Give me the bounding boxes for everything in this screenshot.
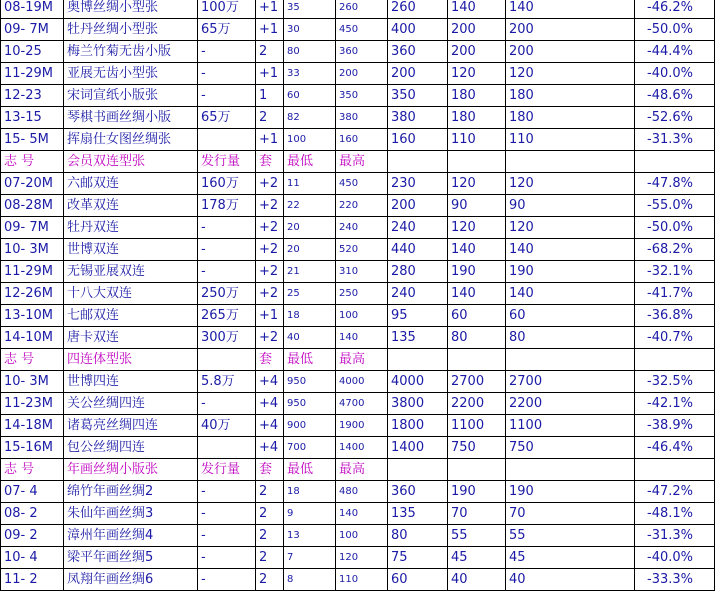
price-a-cell: 400 (388, 19, 448, 41)
set-count-cell: +1 (256, 0, 284, 19)
change-percent-cell: -46.4% (635, 437, 715, 459)
stamp-code-cell: 10-25 (1, 41, 64, 63)
issue-volume-cell: 250万 (198, 283, 256, 305)
issue-volume-cell: - (198, 393, 256, 415)
stamp-code-cell: 08-28M (1, 195, 64, 217)
change-percent-cell: -50.0% (635, 19, 715, 41)
change-percent-cell: -38.9% (635, 415, 715, 437)
header-cell: 最低 (284, 459, 336, 481)
high-price-cell: 200 (336, 63, 388, 85)
stamp-name-cell: 琴棋书画丝绸小版 (64, 107, 198, 129)
header-cell: 发行量 (198, 151, 256, 173)
issue-volume-cell: 100万 (198, 0, 256, 19)
price-a-cell: 4000 (388, 371, 448, 393)
table-row (1, 63, 715, 85)
high-price-cell: 220 (336, 195, 388, 217)
price-b-cell: 2200 (448, 393, 506, 415)
set-count-cell: +2 (256, 217, 284, 239)
stamp-code-cell: 10- 3M (1, 371, 64, 393)
stamp-code-cell: 11-23M (1, 393, 64, 415)
change-percent-cell: -32.5% (635, 371, 715, 393)
issue-volume-cell: 265万 (198, 305, 256, 327)
low-price-cell: 100 (284, 129, 336, 151)
price-a-cell: 260 (388, 0, 448, 19)
high-price-cell: 160 (336, 129, 388, 151)
header-cell (635, 349, 715, 371)
price-c-cell: 55 (506, 525, 635, 547)
issue-volume-cell: 65万 (198, 19, 256, 41)
price-a-cell: 1400 (388, 437, 448, 459)
stamp-name-cell: 关公丝绸四连 (64, 393, 198, 415)
change-percent-cell: -40.7% (635, 327, 715, 349)
high-price-cell: 110 (336, 569, 388, 591)
header-cell: 年画丝绸小版张 (64, 459, 198, 481)
stamp-code-cell: 14-18M (1, 415, 64, 437)
stamp-name-cell: 七邮双连 (64, 305, 198, 327)
stamp-name-cell: 奥博丝绸小型张 (64, 0, 198, 19)
change-percent-cell: -52.6% (635, 107, 715, 129)
issue-volume-cell: - (198, 63, 256, 85)
price-c-cell: 200 (506, 19, 635, 41)
price-a-cell: 240 (388, 217, 448, 239)
high-price-cell: 100 (336, 305, 388, 327)
set-count-cell: +4 (256, 371, 284, 393)
price-a-cell: 200 (388, 195, 448, 217)
low-price-cell: 7 (284, 547, 336, 569)
high-price-cell: 480 (336, 481, 388, 503)
set-count-cell: +1 (256, 129, 284, 151)
stamp-code-cell: 07- 4 (1, 481, 64, 503)
table-row (1, 41, 715, 63)
stamp-name-cell: 梁平年画丝绸5 (64, 547, 198, 569)
set-count-cell: 2 (256, 41, 284, 63)
issue-volume-cell: - (198, 85, 256, 107)
set-count-cell: 2 (256, 569, 284, 591)
low-price-cell: 11 (284, 173, 336, 195)
stamp-code-cell: 08-19M (1, 0, 64, 19)
stamp-name-cell: 世博四连 (64, 371, 198, 393)
price-a-cell: 240 (388, 283, 448, 305)
table-row (1, 503, 715, 525)
price-c-cell: 190 (506, 481, 635, 503)
price-b-cell: 90 (448, 195, 506, 217)
price-b-cell: 60 (448, 305, 506, 327)
change-percent-cell: -40.0% (635, 63, 715, 85)
table-row (1, 239, 715, 261)
high-price-cell: 260 (336, 0, 388, 19)
stamp-code-cell: 14-10M (1, 327, 64, 349)
table-row (1, 283, 715, 305)
set-count-cell: +2 (256, 195, 284, 217)
price-a-cell: 360 (388, 481, 448, 503)
set-count-cell: +1 (256, 305, 284, 327)
header-cell: 最低 (284, 151, 336, 173)
issue-volume-cell: - (198, 525, 256, 547)
set-count-cell: 2 (256, 547, 284, 569)
table-row (1, 129, 715, 151)
price-b-cell: 2700 (448, 371, 506, 393)
header-cell: 套 (256, 151, 284, 173)
low-price-cell: 33 (284, 63, 336, 85)
price-a-cell: 280 (388, 261, 448, 283)
table-row (1, 195, 715, 217)
set-count-cell: 2 (256, 481, 284, 503)
issue-volume-cell: 5.8万 (198, 371, 256, 393)
high-price-cell: 120 (336, 547, 388, 569)
set-count-cell: 2 (256, 525, 284, 547)
header-cell: 套 (256, 349, 284, 371)
issue-volume-cell: 40万 (198, 415, 256, 437)
change-percent-cell: -47.8% (635, 173, 715, 195)
set-count-cell: +4 (256, 415, 284, 437)
high-price-cell: 380 (336, 107, 388, 129)
table-row (1, 415, 715, 437)
stamp-code-cell: 09- 2 (1, 525, 64, 547)
stamp-code-cell: 09- 7M (1, 217, 64, 239)
stamp-code-cell: 13-10M (1, 305, 64, 327)
header-cell: 发行量 (198, 459, 256, 481)
price-b-cell: 120 (448, 217, 506, 239)
stamp-name-cell: 绵竹年画丝绸2 (64, 481, 198, 503)
stamp-code-cell: 11- 2 (1, 569, 64, 591)
header-cell: 志 号 (1, 349, 64, 371)
low-price-cell: 18 (284, 305, 336, 327)
price-c-cell: 2200 (506, 393, 635, 415)
set-count-cell: +4 (256, 437, 284, 459)
high-price-cell: 1400 (336, 437, 388, 459)
stamp-name-cell: 六邮双连 (64, 173, 198, 195)
change-percent-cell: -48.1% (635, 503, 715, 525)
low-price-cell: 21 (284, 261, 336, 283)
price-a-cell: 350 (388, 85, 448, 107)
issue-volume-cell: - (198, 569, 256, 591)
header-cell: 套 (256, 459, 284, 481)
set-count-cell: +2 (256, 283, 284, 305)
set-count-cell: 1 (256, 85, 284, 107)
price-c-cell: 40 (506, 569, 635, 591)
stamp-name-cell: 牡丹双连 (64, 217, 198, 239)
price-c-cell: 120 (506, 63, 635, 85)
high-price-cell: 450 (336, 173, 388, 195)
header-cell (448, 459, 506, 481)
low-price-cell: 25 (284, 283, 336, 305)
table-body (1, 0, 715, 591)
price-a-cell: 135 (388, 503, 448, 525)
price-c-cell: 120 (506, 173, 635, 195)
low-price-cell: 80 (284, 41, 336, 63)
stamp-code-cell: 10- 3M (1, 239, 64, 261)
issue-volume-cell: - (198, 239, 256, 261)
table-row (1, 173, 715, 195)
stamp-code-cell: 15-16M (1, 437, 64, 459)
stamp-name-cell: 无锡亚展双连 (64, 261, 198, 283)
price-b-cell: 110 (448, 129, 506, 151)
high-price-cell: 350 (336, 85, 388, 107)
table-row (1, 0, 715, 19)
stamp-code-cell: 08- 2 (1, 503, 64, 525)
stamp-name-cell: 包公丝绸四连 (64, 437, 198, 459)
low-price-cell: 900 (284, 415, 336, 437)
price-a-cell: 80 (388, 525, 448, 547)
header-cell (448, 151, 506, 173)
low-price-cell: 60 (284, 85, 336, 107)
set-count-cell: +4 (256, 393, 284, 415)
table-row (1, 19, 715, 41)
low-price-cell: 8 (284, 569, 336, 591)
table-row (1, 371, 715, 393)
price-b-cell: 140 (448, 0, 506, 19)
price-c-cell: 90 (506, 195, 635, 217)
change-percent-cell: -55.0% (635, 195, 715, 217)
stamp-name-cell: 凤翔年画丝绸6 (64, 569, 198, 591)
set-count-cell: +1 (256, 19, 284, 41)
issue-volume-cell: 160万 (198, 173, 256, 195)
price-c-cell: 140 (506, 0, 635, 19)
change-percent-cell: -40.0% (635, 547, 715, 569)
price-b-cell: 80 (448, 327, 506, 349)
price-c-cell: 120 (506, 217, 635, 239)
stamp-name-cell: 朱仙年画丝绸3 (64, 503, 198, 525)
table-row (1, 261, 715, 283)
price-a-cell: 135 (388, 327, 448, 349)
high-price-cell: 100 (336, 525, 388, 547)
high-price-cell: 520 (336, 239, 388, 261)
high-price-cell: 1900 (336, 415, 388, 437)
change-percent-cell: -31.3% (635, 525, 715, 547)
price-c-cell: 750 (506, 437, 635, 459)
change-percent-cell: -31.3% (635, 129, 715, 151)
price-a-cell: 95 (388, 305, 448, 327)
low-price-cell: 18 (284, 481, 336, 503)
price-b-cell: 190 (448, 481, 506, 503)
table-row (1, 305, 715, 327)
stamp-code-cell: 10- 4 (1, 547, 64, 569)
price-c-cell: 200 (506, 41, 635, 63)
high-price-cell: 4000 (336, 371, 388, 393)
price-b-cell: 140 (448, 283, 506, 305)
price-b-cell: 750 (448, 437, 506, 459)
price-a-cell: 160 (388, 129, 448, 151)
stamp-code-cell: 12-26M (1, 283, 64, 305)
table-row (1, 327, 715, 349)
stamp-code-cell: 11-29M (1, 63, 64, 85)
stamp-code-cell: 07-20M (1, 173, 64, 195)
high-price-cell: 310 (336, 261, 388, 283)
price-b-cell: 120 (448, 173, 506, 195)
low-price-cell: 22 (284, 195, 336, 217)
low-price-cell: 30 (284, 19, 336, 41)
set-count-cell: 2 (256, 503, 284, 525)
price-a-cell: 1800 (388, 415, 448, 437)
stamp-name-cell: 宋词宣纸小版张 (64, 85, 198, 107)
stamp-name-cell: 牡丹丝绸小型张 (64, 19, 198, 41)
change-percent-cell: -48.6% (635, 85, 715, 107)
change-percent-cell: -47.2% (635, 481, 715, 503)
price-b-cell: 190 (448, 261, 506, 283)
set-count-cell: +2 (256, 327, 284, 349)
issue-volume-cell: 178万 (198, 195, 256, 217)
header-cell (388, 151, 448, 173)
set-count-cell: +2 (256, 239, 284, 261)
change-percent-cell: -50.0% (635, 217, 715, 239)
stamp-name-cell: 世博双连 (64, 239, 198, 261)
low-price-cell: 9 (284, 503, 336, 525)
price-c-cell: 140 (506, 239, 635, 261)
price-c-cell: 1100 (506, 415, 635, 437)
price-c-cell: 190 (506, 261, 635, 283)
table-row (1, 525, 715, 547)
price-a-cell: 360 (388, 41, 448, 63)
high-price-cell: 4700 (336, 393, 388, 415)
price-c-cell: 45 (506, 547, 635, 569)
section-header-row (1, 459, 715, 481)
header-cell (388, 459, 448, 481)
stamp-code-cell: 15- 5M (1, 129, 64, 151)
change-percent-cell: -46.2% (635, 0, 715, 19)
table-row (1, 481, 715, 503)
price-b-cell: 140 (448, 239, 506, 261)
price-c-cell: 110 (506, 129, 635, 151)
set-count-cell: +2 (256, 261, 284, 283)
high-price-cell: 240 (336, 217, 388, 239)
stamp-name-cell: 漳州年画丝绸4 (64, 525, 198, 547)
price-c-cell: 80 (506, 327, 635, 349)
table-row (1, 547, 715, 569)
price-b-cell: 200 (448, 41, 506, 63)
stamp-name-cell: 诸葛亮丝绸四连 (64, 415, 198, 437)
stamp-code-cell: 09- 7M (1, 19, 64, 41)
price-b-cell: 70 (448, 503, 506, 525)
price-c-cell: 70 (506, 503, 635, 525)
issue-volume-cell (198, 437, 256, 459)
price-c-cell: 60 (506, 305, 635, 327)
high-price-cell: 140 (336, 503, 388, 525)
header-cell (448, 349, 506, 371)
low-price-cell: 13 (284, 525, 336, 547)
issue-volume-cell: - (198, 481, 256, 503)
header-cell (506, 349, 635, 371)
stamp-name-cell: 梅兰竹菊无齿小版 (64, 41, 198, 63)
price-b-cell: 200 (448, 19, 506, 41)
change-percent-cell: -41.7% (635, 283, 715, 305)
table-row (1, 217, 715, 239)
price-a-cell: 440 (388, 239, 448, 261)
header-cell: 最高 (336, 349, 388, 371)
table-row (1, 569, 715, 591)
change-percent-cell: -42.1% (635, 393, 715, 415)
stamp-code-cell: 11-29M (1, 261, 64, 283)
price-a-cell: 60 (388, 569, 448, 591)
low-price-cell: 700 (284, 437, 336, 459)
stamp-name-cell: 唐卡双连 (64, 327, 198, 349)
header-cell (388, 349, 448, 371)
stamp-name-cell: 亚展无齿小型张 (64, 63, 198, 85)
issue-volume-cell: - (198, 217, 256, 239)
price-c-cell: 2700 (506, 371, 635, 393)
low-price-cell: 950 (284, 371, 336, 393)
header-cell: 最高 (336, 151, 388, 173)
price-a-cell: 230 (388, 173, 448, 195)
high-price-cell: 450 (336, 19, 388, 41)
price-c-cell: 180 (506, 107, 635, 129)
price-b-cell: 120 (448, 63, 506, 85)
price-c-cell: 180 (506, 85, 635, 107)
header-cell: 志 号 (1, 459, 64, 481)
price-b-cell: 1100 (448, 415, 506, 437)
low-price-cell: 40 (284, 327, 336, 349)
stamp-code-cell: 12-23 (1, 85, 64, 107)
issue-volume-cell: - (198, 261, 256, 283)
issue-volume-cell: 65万 (198, 107, 256, 129)
header-cell (506, 459, 635, 481)
issue-volume-cell: 300万 (198, 327, 256, 349)
price-b-cell: 40 (448, 569, 506, 591)
change-percent-cell: -44.4% (635, 41, 715, 63)
header-cell (635, 151, 715, 173)
low-price-cell: 35 (284, 0, 336, 19)
change-percent-cell: -36.8% (635, 305, 715, 327)
header-cell (198, 349, 256, 371)
header-cell: 最低 (284, 349, 336, 371)
header-cell (506, 151, 635, 173)
price-a-cell: 3800 (388, 393, 448, 415)
low-price-cell: 20 (284, 217, 336, 239)
set-count-cell: +2 (256, 173, 284, 195)
price-a-cell: 380 (388, 107, 448, 129)
high-price-cell: 360 (336, 41, 388, 63)
issue-volume-cell: - (198, 503, 256, 525)
set-count-cell: 2 (256, 107, 284, 129)
price-b-cell: 45 (448, 547, 506, 569)
section-header-row (1, 151, 715, 173)
stamp-name-cell: 改革双连 (64, 195, 198, 217)
table-row (1, 107, 715, 129)
change-percent-cell: -32.1% (635, 261, 715, 283)
stamp-name-cell: 挥扇仕女图丝绸张 (64, 129, 198, 151)
table-row (1, 393, 715, 415)
change-percent-cell: -68.2% (635, 239, 715, 261)
set-count-cell: +1 (256, 63, 284, 85)
header-cell (635, 459, 715, 481)
high-price-cell: 140 (336, 327, 388, 349)
header-cell: 四连体型张 (64, 349, 198, 371)
price-b-cell: 180 (448, 107, 506, 129)
table-row (1, 85, 715, 107)
price-b-cell: 55 (448, 525, 506, 547)
issue-volume-cell: - (198, 547, 256, 569)
header-cell: 志 号 (1, 151, 64, 173)
high-price-cell: 250 (336, 283, 388, 305)
low-price-cell: 82 (284, 107, 336, 129)
stamp-name-cell: 十八大双连 (64, 283, 198, 305)
low-price-cell: 20 (284, 239, 336, 261)
price-c-cell: 140 (506, 283, 635, 305)
low-price-cell: 950 (284, 393, 336, 415)
issue-volume-cell (198, 129, 256, 151)
table-row (1, 437, 715, 459)
price-a-cell: 200 (388, 63, 448, 85)
section-header-row (1, 349, 715, 371)
price-b-cell: 180 (448, 85, 506, 107)
change-percent-cell: -33.3% (635, 569, 715, 591)
header-cell: 会员双连型张 (64, 151, 198, 173)
header-cell: 最高 (336, 459, 388, 481)
stamp-code-cell: 13-15 (1, 107, 64, 129)
issue-volume-cell: - (198, 41, 256, 63)
price-a-cell: 75 (388, 547, 448, 569)
